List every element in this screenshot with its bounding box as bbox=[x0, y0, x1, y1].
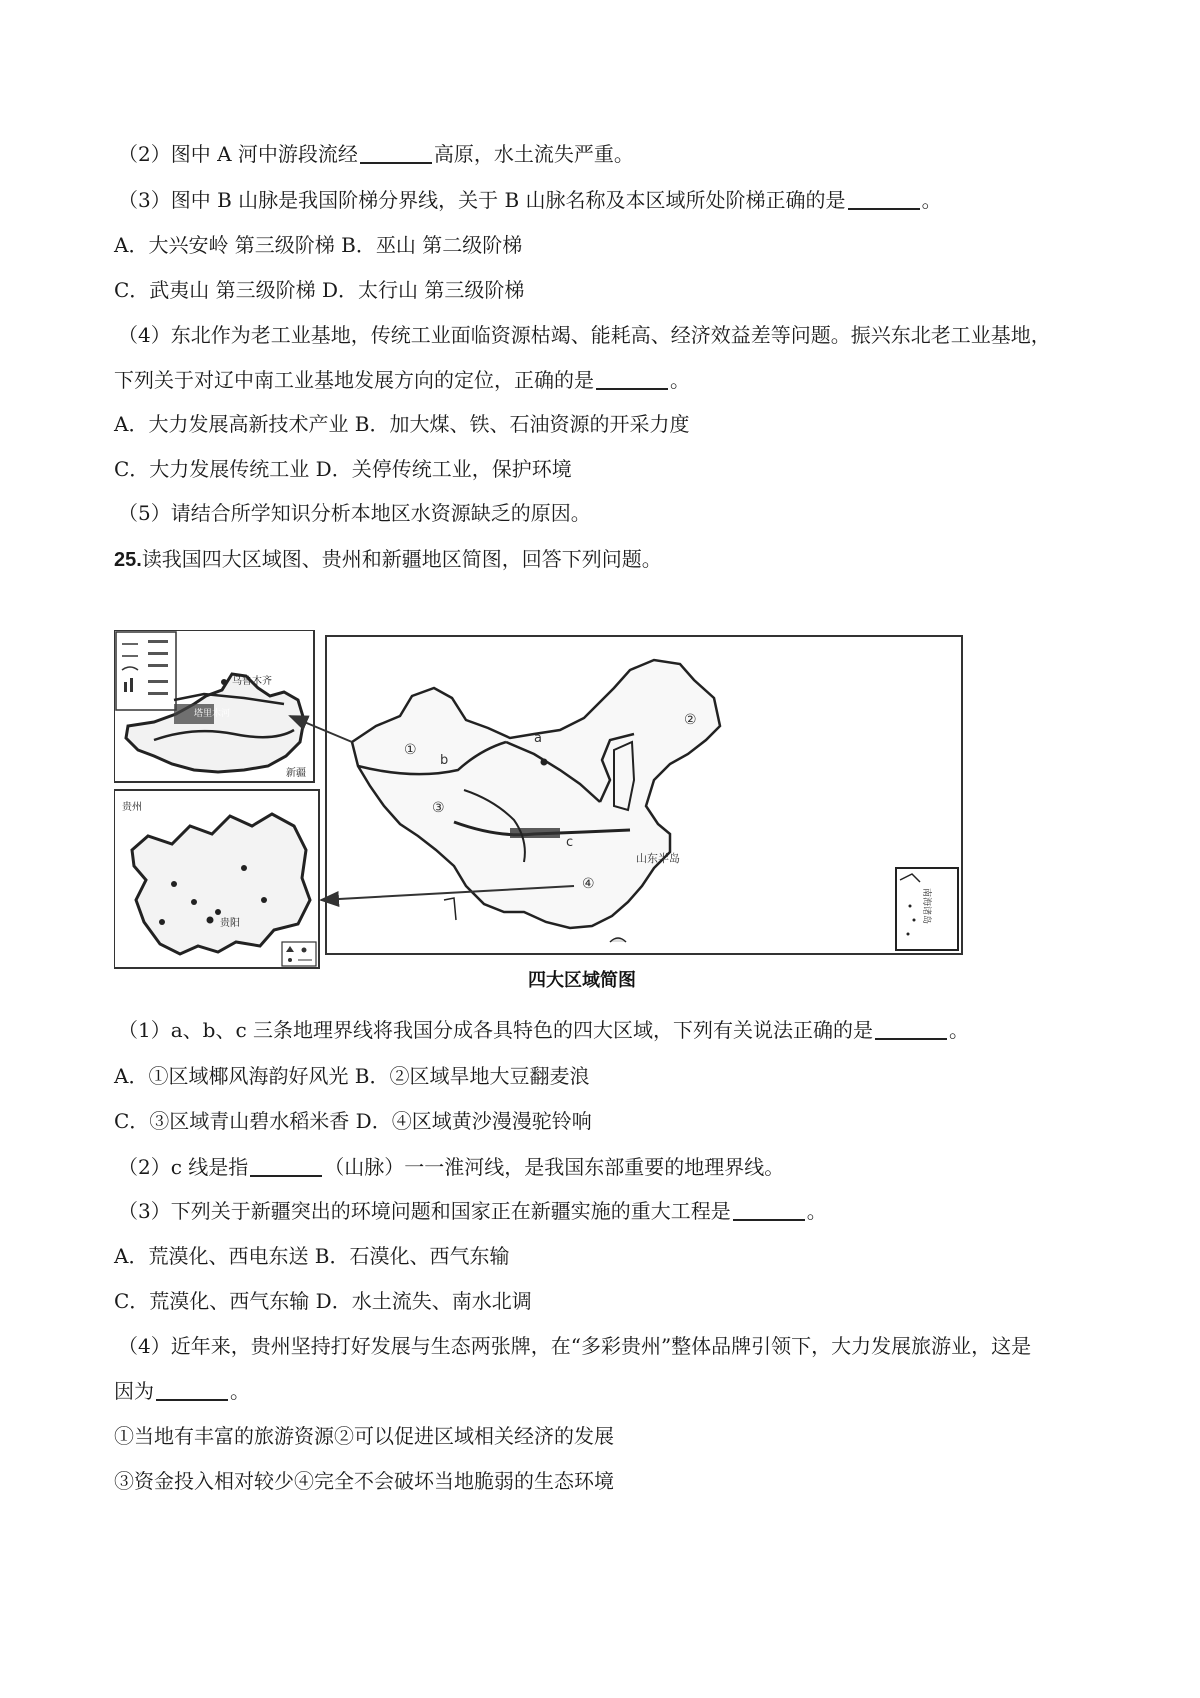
answer-blank[interactable] bbox=[156, 1379, 228, 1401]
label-line-b: b bbox=[440, 753, 449, 768]
label-region-4: ④ bbox=[582, 876, 595, 892]
q25-part4-line1: （4）近年来，贵州坚持打好发展与生态两张牌，在“多彩贵州”整体品牌引领下，大力发展旅游业，这是 bbox=[118, 1334, 1032, 1358]
q25-part1-text-b: 。 bbox=[949, 1018, 970, 1042]
label-south-china-sea bbox=[921, 888, 933, 924]
q24-part3-options-cd: C．武夷山 第三级阶梯 D．太行山 第三级阶梯 bbox=[114, 278, 525, 302]
china-four-regions-map bbox=[326, 636, 962, 954]
q24-part5: （5）请结合所学知识分析本地区水资源缺乏的原因。 bbox=[118, 501, 591, 525]
q24-part4-text-b: 。 bbox=[670, 368, 690, 392]
q25-figure bbox=[114, 630, 974, 1002]
answer-blank[interactable] bbox=[733, 1199, 805, 1221]
q24-part3-text-a: （3）图中 B 山脉是我国阶梯分界线，关于 B 山脉名称及本区域所处阶梯正确的是 bbox=[118, 188, 846, 212]
xinjiang-inset-map bbox=[114, 630, 314, 782]
answer-blank[interactable] bbox=[848, 188, 920, 210]
q24-part4-options-cd: C．大力发展传统工业 D．关停传统工业，保护环境 bbox=[114, 457, 572, 481]
figure-caption: 四大区域简图 bbox=[528, 970, 636, 991]
q25-stem: 读我国四大区域图、贵州和新疆地区简图，回答下列问题。 bbox=[141, 547, 662, 571]
q25-part2-text-b: （山脉）一一淮河线，是我国东部重要的地理界线。 bbox=[324, 1155, 785, 1179]
answer-blank[interactable] bbox=[875, 1018, 947, 1040]
q25-part4-line2 bbox=[114, 1377, 250, 1405]
q25-part4-text-a: 因为 bbox=[114, 1379, 154, 1403]
answer-blank[interactable] bbox=[596, 368, 668, 390]
q24-part3-options-ab: A．大兴安岭 第三级阶梯 B．巫山 第二级阶梯 bbox=[114, 233, 523, 257]
label-region-3: ③ bbox=[432, 800, 445, 816]
label-line-c: c bbox=[566, 835, 574, 850]
q25-part1-text-a: （1）a、b、c 三条地理界线将我国分成各具特色的四大区域，下列有关说法正确的是 bbox=[118, 1018, 874, 1042]
q24-part3 bbox=[118, 186, 942, 214]
guizhou-inset-map bbox=[114, 790, 319, 968]
q25-part3-text-b: 。 bbox=[806, 1199, 827, 1223]
q25-part2-text-a: （2）c 线是指 bbox=[118, 1155, 249, 1179]
label-line-a: a bbox=[534, 731, 542, 746]
q24-part4-text-a: 下列关于对辽中南工业基地发展方向的定位，正确的是 bbox=[114, 368, 594, 392]
q25-part1-options-cd: C．③区域青山碧水稻米香 D．④区域黄沙漫漫驼铃响 bbox=[114, 1109, 592, 1133]
label-urumqi: 乌鲁木齐 bbox=[232, 676, 272, 687]
q25-part3 bbox=[118, 1197, 827, 1225]
label-tarim-river: 塔里木河 bbox=[194, 709, 231, 719]
q25-part3-text-a: （3）下列关于新疆突出的环境问题和国家正在新疆实施的重大工程是 bbox=[118, 1199, 731, 1223]
q25-part3-options-cd: C．荒漠化、西气东输 D．水土流失、南水北调 bbox=[114, 1289, 532, 1313]
answer-blank[interactable] bbox=[360, 142, 432, 164]
q25-part2 bbox=[118, 1153, 784, 1181]
q24-part4-line2 bbox=[114, 366, 690, 394]
q25-stem-line bbox=[114, 545, 662, 574]
q24-part2 bbox=[118, 140, 634, 168]
q25-part1-options-ab: A．①区域椰风海韵好风光 B．②区域旱地大豆翻麦浪 bbox=[114, 1064, 590, 1088]
q24-part2-text-a: （2）图中 A 河中游段流经 bbox=[118, 142, 358, 166]
guizhou-legend bbox=[282, 942, 316, 966]
q25-number: 25. bbox=[114, 549, 142, 571]
q24-part3-text-b: 。 bbox=[921, 188, 942, 212]
q24-part2-text-b: 高原，水土流失严重。 bbox=[433, 142, 634, 166]
label-xinjiang: 新疆 bbox=[286, 768, 306, 779]
svg-text:南海诸岛: 南海诸岛 bbox=[921, 888, 931, 925]
q25-part4-options-12: ①当地有丰富的旅游资源②可以促进区域相关经济的发展 bbox=[114, 1424, 614, 1448]
q25-part1 bbox=[118, 1016, 969, 1044]
label-region-1: ① bbox=[404, 742, 417, 758]
label-region-2: ② bbox=[684, 712, 697, 728]
answer-blank[interactable] bbox=[250, 1155, 322, 1177]
label-guizhou: 贵州 bbox=[122, 802, 142, 813]
q25-part3-options-ab: A．荒漠化、西电东送 B．石漠化、西气东输 bbox=[114, 1244, 510, 1268]
q24-part4-line1: （4）东北作为老工业基地，传统工业面临资源枯竭、能耗高、经济效益差等问题。振兴东北老工业基地， bbox=[118, 323, 1051, 347]
label-peninsula: 山东半岛 bbox=[636, 852, 680, 865]
label-guiyang: 贵阳 bbox=[220, 918, 240, 929]
q25-part4-text-b: 。 bbox=[230, 1379, 250, 1403]
q24-part4-options-ab: A．大力发展高新技术产业 B．加大煤、铁、石油资源的开采力度 bbox=[114, 412, 690, 436]
q25-part4-options-34: ③资金投入相对较少④完全不会破坏当地脆弱的生态环境 bbox=[114, 1469, 614, 1493]
